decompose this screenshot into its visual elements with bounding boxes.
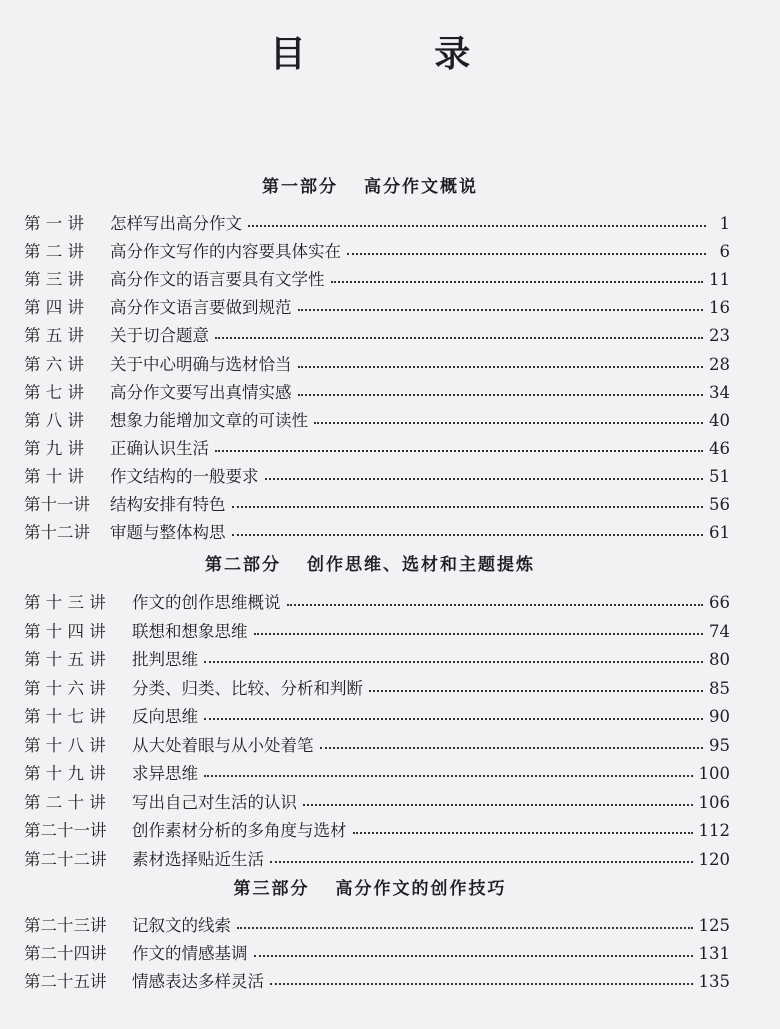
toc-entry: [24, 618, 730, 642]
page-number: 90: [709, 707, 730, 726]
lecture-number: 第 一 讲: [24, 214, 84, 233]
section-heading: [0, 550, 740, 575]
leader-dots: [298, 394, 704, 396]
lecture-number: 第十二讲: [24, 523, 90, 543]
lecture-title: 反向思维: [132, 707, 198, 726]
lecture-title: 求异思维: [132, 764, 198, 783]
section-label: 第二部分: [205, 555, 281, 575]
leader-dots: [237, 927, 693, 929]
page-number: 40: [709, 410, 730, 430]
page-number: 135: [698, 972, 730, 991]
toc-entry: [24, 351, 730, 375]
lecture-number: 第 十 三 讲: [24, 593, 106, 612]
page-number: 1: [719, 214, 730, 233]
page-number: 100: [698, 764, 730, 783]
lecture-number: 第 十 七 讲: [24, 707, 106, 726]
page-number: 46: [709, 438, 730, 458]
leader-dots: [270, 983, 693, 985]
toc-entry: [24, 760, 730, 784]
lecture-title: 审题与整体构思: [110, 523, 226, 543]
lecture-title: 想象力能增加文章的可读性: [110, 410, 308, 430]
leader-dots: [204, 718, 703, 720]
toc-entry: [24, 912, 730, 936]
lecture-number: 第 九 讲: [24, 438, 84, 458]
lecture-number: 第 七 讲: [24, 382, 84, 402]
lecture-title: 高分作文写作的内容要具体实在: [110, 242, 341, 262]
lecture-number: 第 八 讲: [24, 410, 84, 430]
toc-entry: [24, 210, 730, 234]
toc-entry: [24, 703, 730, 727]
page-number: 51: [709, 466, 730, 486]
lecture-title: 批判思维: [132, 650, 198, 669]
lecture-title: 分类、归类、比较、分析和判断: [132, 678, 363, 698]
leader-dots: [254, 633, 704, 635]
lecture-title: 写出自己对生活的认识: [132, 792, 297, 812]
lecture-number: 第 十 九 讲: [24, 764, 106, 783]
lecture-number: 第 五 讲: [24, 326, 84, 346]
lecture-number: 第 三 讲: [24, 270, 84, 290]
toc-entry: [24, 463, 730, 487]
toc-entry: [24, 407, 730, 431]
leader-dots: [248, 225, 706, 227]
lecture-title: 作文的情感基调: [132, 944, 248, 963]
lecture-title: 记叙文的线索: [132, 916, 231, 935]
page-number: 28: [709, 354, 730, 374]
lecture-number: 第 二 十 讲: [24, 792, 106, 812]
leader-dots: [232, 506, 704, 508]
lecture-title: 关于中心明确与选材恰当: [110, 354, 292, 374]
lecture-number: 第 四 讲: [24, 298, 84, 318]
lecture-title: 正确认识生活: [110, 438, 209, 458]
lecture-number: 第 十 四 讲: [24, 621, 106, 641]
leader-dots: [215, 450, 703, 452]
lecture-title: 从大处着眼与从小处着笔: [132, 735, 314, 755]
page-number: 131: [698, 944, 730, 963]
page-number: 85: [709, 678, 730, 698]
page-number: 74: [709, 621, 730, 641]
leader-dots: [232, 534, 704, 536]
page-number: 80: [709, 650, 730, 669]
lecture-number: 第二十四讲: [24, 944, 107, 963]
section-heading: [0, 172, 740, 197]
toc-entry: [24, 817, 730, 841]
lecture-number: 第 二 讲: [24, 242, 84, 262]
page-number: 106: [698, 792, 730, 812]
page-number: 120: [698, 849, 730, 869]
lecture-title: 怎样写出高分作文: [110, 214, 242, 233]
lecture-number: 第十一讲: [24, 495, 90, 514]
section-title: 创作思维、选材和主题提炼: [307, 555, 535, 575]
leader-dots: [298, 366, 704, 368]
lecture-title: 结构安排有特色: [110, 495, 226, 514]
lecture-title: 作文的创作思维概说: [132, 593, 281, 612]
leader-dots: [287, 604, 704, 606]
section-title: 高分作文的创作技巧: [335, 879, 507, 899]
leader-dots: [347, 253, 706, 255]
bleed-through-text: [230, 90, 246, 116]
toc-entry: [24, 940, 730, 964]
page-number: 95: [709, 735, 730, 755]
toc-entry: [24, 789, 730, 813]
page-number: 56: [709, 495, 730, 514]
lecture-title: 高分作文要写出真情实感: [110, 382, 292, 402]
toc-entry: [24, 435, 730, 459]
toc-entry: [24, 266, 730, 290]
lecture-title: 联想和想象思维: [132, 621, 248, 641]
toc-entry: [24, 519, 730, 543]
toc-entry: [24, 322, 730, 346]
leader-dots: [314, 422, 703, 424]
section-label: 第三部分: [233, 879, 310, 899]
page-number: 11: [709, 270, 730, 290]
leader-dots: [320, 747, 704, 749]
leader-dots: [265, 478, 704, 480]
toc-entry: [24, 732, 730, 756]
toc-entry: [24, 491, 730, 515]
toc-entry: [24, 294, 730, 318]
page-number: 125: [698, 916, 730, 935]
page-number: 112: [698, 821, 730, 840]
lecture-title: 高分作文语言要做到规范: [110, 298, 292, 318]
lecture-title: 高分作文的语言要具有文学性: [110, 270, 325, 290]
section-title: 高分作文概说: [364, 177, 478, 197]
leader-dots: [215, 337, 703, 339]
section-heading: [0, 874, 740, 899]
lecture-title: 作文结构的一般要求: [110, 466, 259, 486]
toc-entry: [24, 968, 730, 992]
lecture-number: 第二十五讲: [24, 972, 107, 991]
toc-entry: [24, 379, 730, 403]
page-title: 目 录: [269, 33, 529, 75]
lecture-number: 第 十 讲: [24, 466, 84, 486]
lecture-title: 关于切合题意: [110, 326, 209, 346]
leader-dots: [270, 861, 693, 863]
toc-entry: [24, 675, 730, 699]
toc-entry: [24, 589, 730, 613]
page-number: 61: [709, 523, 730, 543]
leader-dots: [331, 281, 704, 283]
page-number: 6: [719, 242, 730, 262]
lecture-number: 第 十 六 讲: [24, 678, 106, 698]
page-number: 16: [709, 298, 730, 318]
leader-dots: [353, 832, 693, 834]
page-number: 34: [709, 382, 730, 402]
lecture-number: 第 十 八 讲: [24, 735, 106, 755]
page-number: 23: [709, 326, 730, 346]
toc-entry: [24, 238, 730, 262]
toc-entry: [24, 846, 730, 870]
lecture-number: 第二十二讲: [24, 849, 107, 869]
leader-dots: [369, 690, 703, 692]
lecture-title: 素材选择贴近生活: [132, 849, 264, 869]
toc-entry: [24, 646, 730, 670]
lecture-title: 情感表达多样灵活: [132, 972, 264, 991]
lecture-number: 第 十 五 讲: [24, 650, 106, 669]
page-number: 66: [709, 593, 730, 612]
section-label: 第一部分: [262, 177, 338, 197]
leader-dots: [204, 775, 693, 777]
lecture-number: 第二十一讲: [24, 821, 107, 840]
lecture-title: 创作素材分析的多角度与选材: [132, 821, 347, 840]
leader-dots: [204, 661, 703, 663]
leader-dots: [303, 804, 693, 806]
lecture-number: 第二十三讲: [24, 916, 107, 935]
leader-dots: [254, 955, 693, 957]
lecture-number: 第 六 讲: [24, 354, 84, 374]
leader-dots: [298, 309, 704, 311]
